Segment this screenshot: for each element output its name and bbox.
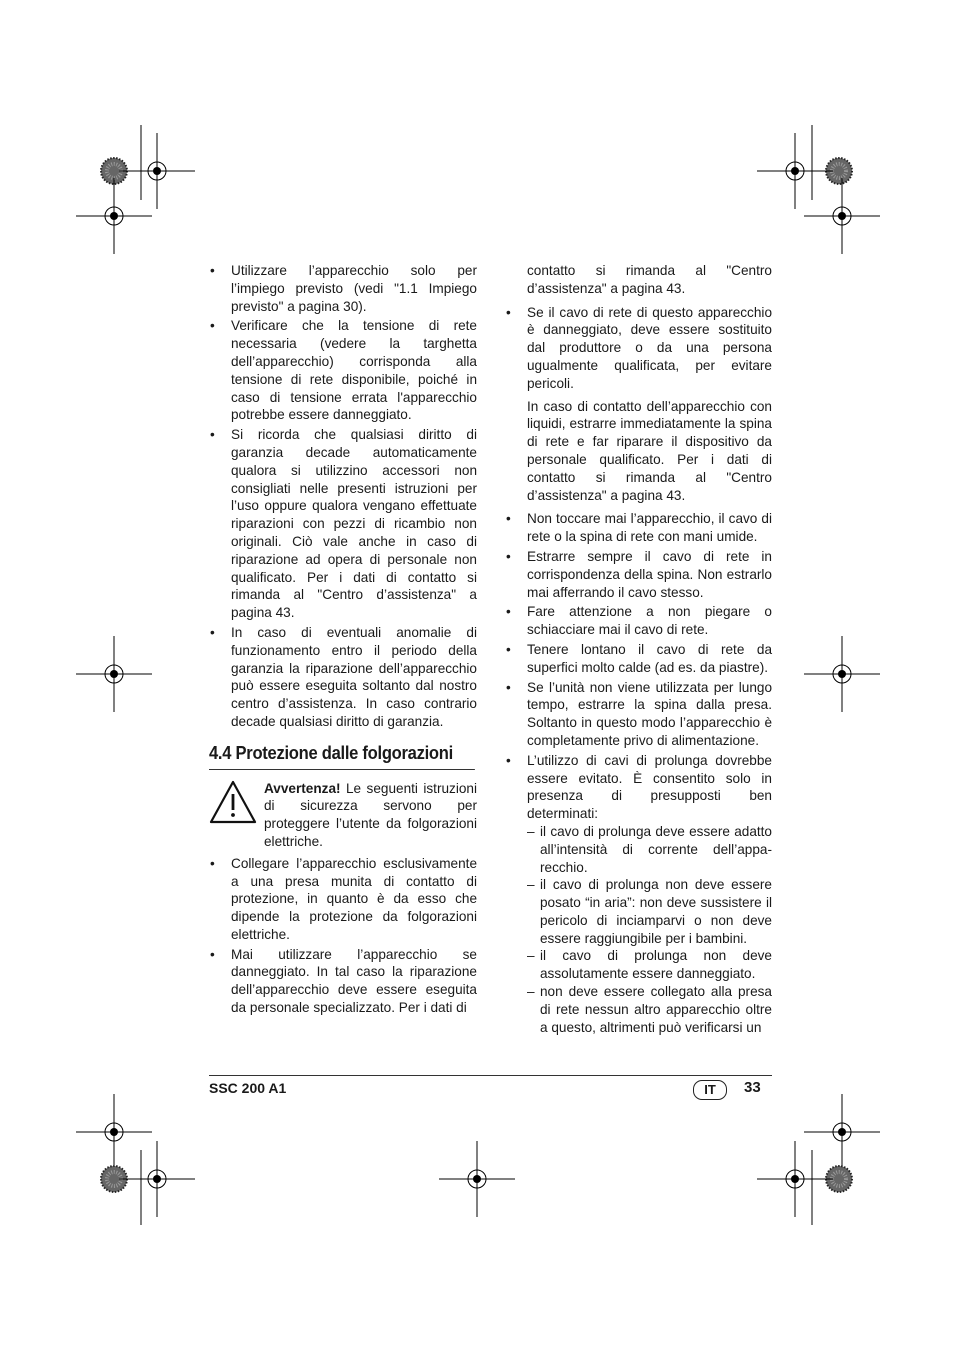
warning-box [209, 780, 477, 851]
left-column [209, 262, 477, 1019]
dash-item: – il cavo di prolunga non deve assolutamente essere danneggiato. [527, 948, 772, 982]
list-item: • L’utilizzo di cavi di prolunga dovrebbe essere evitato. È consentito solo in presenza di presupposti ben determinati: – il cavo di prolunga deve essere adatto all’intensità di corrente dell’appa-recchio. – il cavo di prolunga non deve essere posato “in aria”: non deve sussistere il pericolo di inciamparvi o non deve essere raggiungibile per i bambini. – il cavo di prolunga non deve assolutamente essere danneggiato. – non deve essere collegato alla presa di rete nessun altro apparecchio oltre a questo, altrimenti può verificarsi un [506, 752, 772, 1035]
list-item: • Estrarre sempre il cavo di rete in corrispondenza della spina. Non estrarlo mai afferrando il cavo stesso. [506, 548, 772, 600]
list-item: • Verificare che la tensione di rete necessaria (vedere la targhetta dell’apparecchio) corrisponda alla tensione di rete disponibile, poiché in caso di tensione errata l'apparecchio potrebbe essere danneggiato. [210, 318, 477, 423]
page-number: 33 [744, 1079, 761, 1096]
list-item: • Se il cavo di rete di questo apparecchio è danneggiato, deve essere sostituito dal produttore o da una persona ugualmente qualificata, per evitare pericoli. In caso di contatto dell’apparecchio con liquidi, estrarre immediatamente la spina di rete e far riparare il dispositivo da personale qualificato. Per i dati di contatto si rimanda al "Centro d’assistenza" a pagina 43. [506, 304, 772, 503]
crosshair-icon [804, 1094, 880, 1170]
crosshair-icon [804, 178, 880, 254]
warning-triangle-icon [209, 780, 264, 851]
crosshair-icon [119, 1141, 195, 1217]
extension-conditions-list [527, 823, 772, 1037]
continuation-text: contatto si rimanda al "Centro d’assistenza" a pagina 43. [527, 263, 772, 296]
safety-list [209, 262, 477, 731]
crosshair-icon [76, 636, 152, 712]
list-item: • Fare attenzione a non piegare o schiacciare mai il cavo di rete. [506, 604, 772, 638]
list-item: • Si ricorda che qualsiasi diritto di garanzia decade automaticamente qualora si utilizzino accessori non consigliati nelle presenti istruzioni per l’uso oppure qualora vengano effettuate riparazioni con pezzi di ricambio non originali. Ciò vale anche in caso di riparazione ad opera di personale non qualificato. Per i dati di contatto si rimanda al "Centro d’assistenza" a pagina 43. [210, 427, 477, 621]
dash-item: – il cavo di prolunga non deve essere posato “in aria”: non deve sussistere il pericolo di inciamparvi o non deve essere raggiungibile per i bambini. [527, 877, 772, 946]
section-heading: 4.4 Protezione dalle folgorazioni [209, 745, 475, 770]
footer-divider [209, 1075, 772, 1076]
electric-shock-list [209, 855, 477, 1017]
dash-item: – non deve essere collegato alla presa di rete nessun altro apparecchio oltre a questo, altrimenti può verificarsi un [527, 984, 772, 1035]
crosshair-icon [804, 636, 880, 712]
crosshair-icon [757, 133, 833, 209]
dash-item: – il cavo di prolunga deve essere adatto all’intensità di corrente dell’appa-recchio. [527, 823, 772, 875]
list-item: • Tenere lontano il cavo di rete da superfici molto calde (ad es. da piastre). [506, 641, 772, 675]
crosshair-icon [119, 133, 195, 209]
list-item: • Non toccare mai l’apparecchio, il cavo di rete o la spina di rete con mani umide. [506, 511, 772, 545]
model-number: SSC 200 A1 [209, 1080, 287, 1096]
list-item: • Collegare l’apparecchio esclusivamente a una presa munita di contatto di protezione, in quanto è da esso che dipende la protezione da folgorazioni elettriche. [210, 855, 477, 942]
list-item: • Utilizzare l’apparecchio solo per l’impiego previsto (vedi "1.1 Impiego previsto" a pagina 30). [210, 263, 477, 314]
crosshair-icon [757, 1141, 833, 1217]
crosshair-icon [439, 1141, 515, 1217]
list-item: • In caso di eventuali anomalie di funzionamento entro il periodo della garanzia la riparazione dell’apparecchio può essere eseguita soltanto dal nostro centro d’assistenza. In caso contrario decade qualsiasi diritto di garanzia. [210, 624, 477, 729]
list-item: • Mai utilizzare l’apparecchio se danneggiato. In tal caso la riparazione dell’apparecchio deve essere eseguita da personale specializzato. Per i dati di [210, 946, 477, 1016]
right-column [505, 262, 772, 1038]
cable-safety-list [505, 304, 772, 1037]
warning-text: Avvertenza! Le seguenti istruzioni di sicurezza servono per proteggere l’utente da folgorazioni elettriche. [264, 780, 477, 849]
list-item: • Se l’unità non viene utilizzata per lungo tempo, estrarre la spina dalla presa. Soltanto in questo modo l’apparecchio è completamente privo di alimentazione. [506, 679, 772, 748]
language-badge: IT [693, 1080, 727, 1100]
warning-label: Avvertenza! [264, 780, 341, 796]
